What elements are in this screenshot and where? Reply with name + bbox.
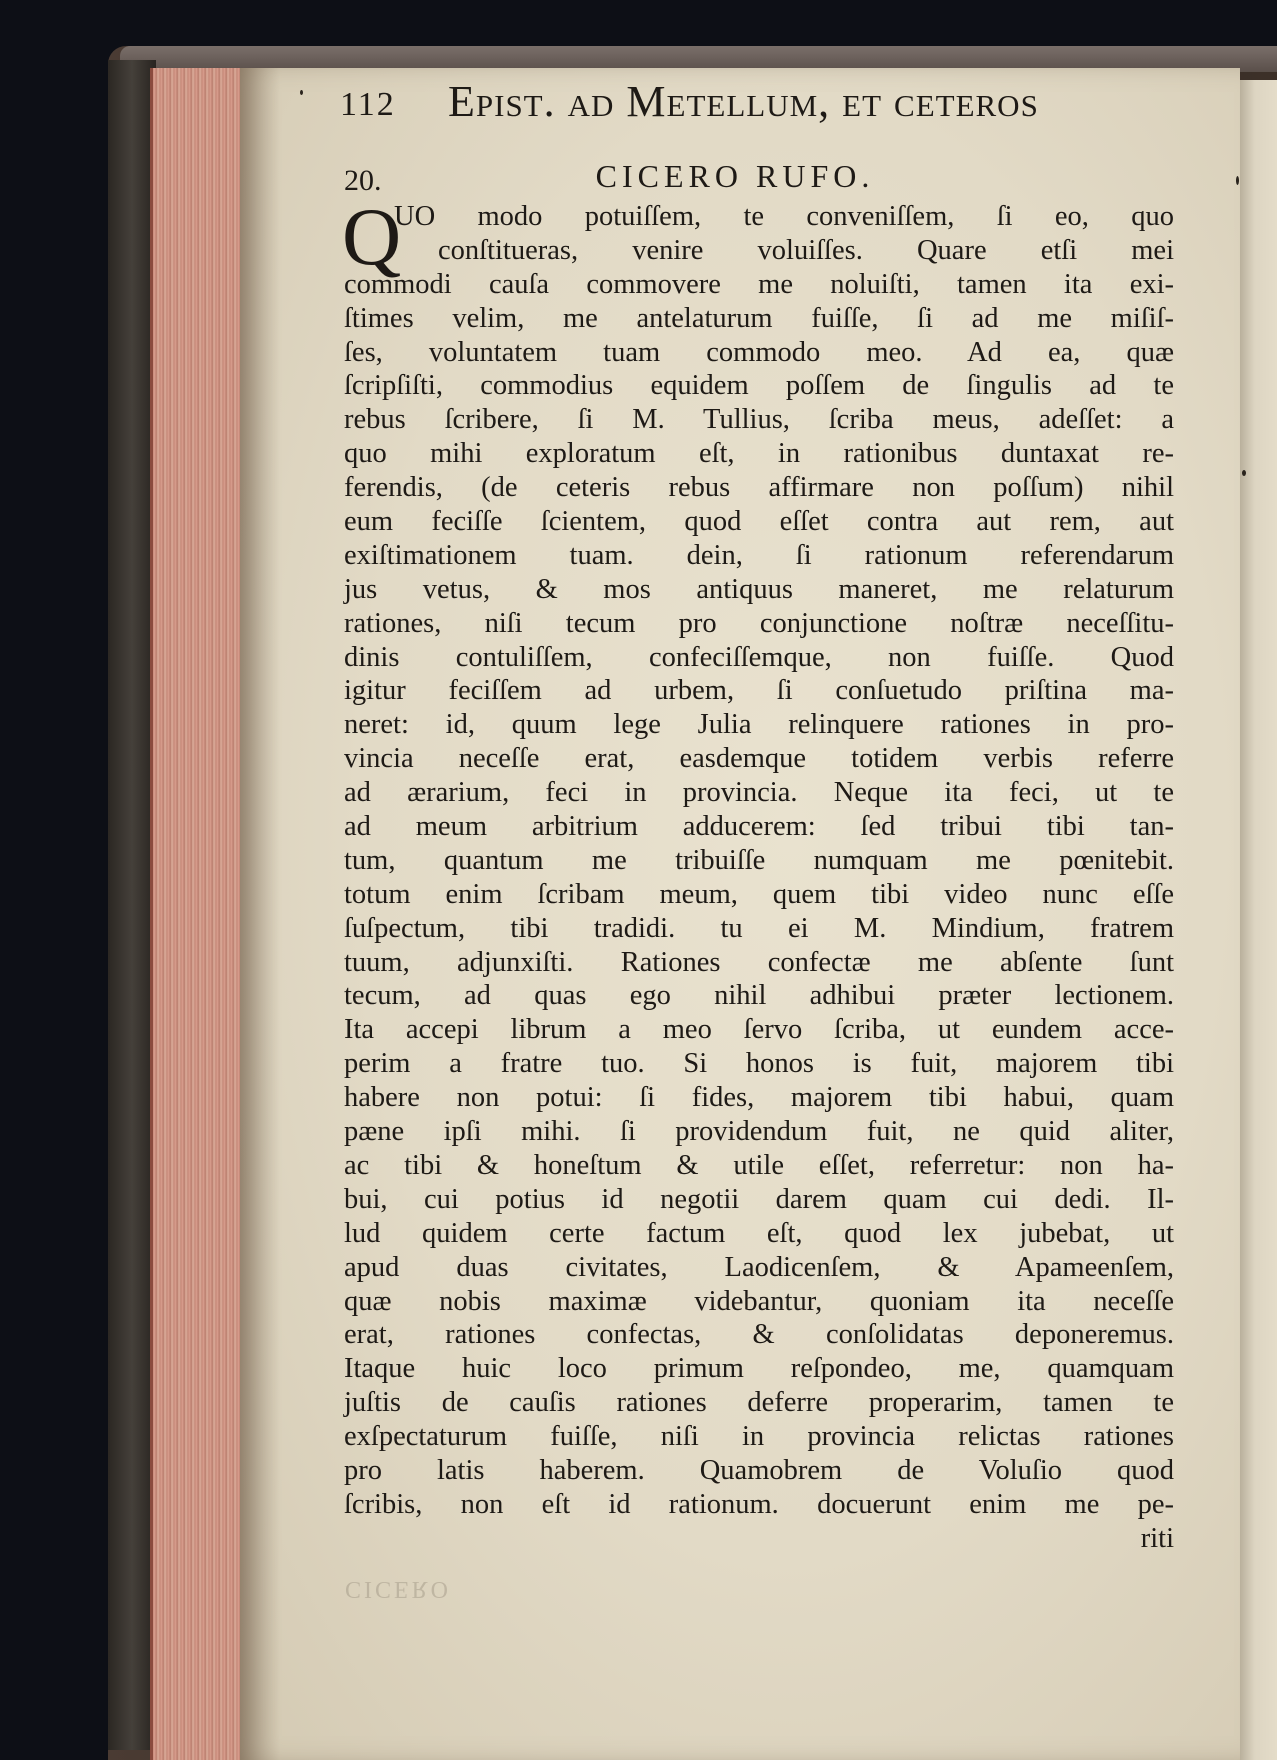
text-line: ferendis, (de ceteris rebus affirmare non poſſum) nihil <box>344 472 1174 504</box>
text-line: tum, quantum me tribuiſſe numquam me pœnitebit. <box>344 844 1174 876</box>
letter-title: CICERO RUFO. <box>595 158 875 194</box>
text-line: tecum, ad quas ego nihil adhibui præter lectionem. <box>344 980 1174 1012</box>
gutter-shadow <box>240 68 280 1760</box>
bleed-through-text: CICERO <box>345 1576 452 1602</box>
text-line: pro latis haberem. Quamobrem de Voluſio quod <box>344 1454 1174 1486</box>
text-line: tuum, adjunxiſti. Rationes confectæ me abſente ſunt <box>344 946 1174 978</box>
text-line: quæ nobis maximæ videbantur, quoniam ita neceſſe <box>344 1285 1174 1317</box>
text-line: ad ærarium, feci in provincia. Neque ita feci, ut te <box>344 777 1174 809</box>
text-line: neret: id, quum lege Julia relinquere rationes in pro- <box>344 709 1174 741</box>
text-line: rationes, niſi tecum pro conjunctione noſtræ neceſſitu- <box>344 607 1174 639</box>
text-line: exſpectaturum fuiſſe, niſi in provincia relictas rationes <box>344 1421 1174 1453</box>
letter-number: 20. <box>344 164 382 197</box>
text-line: ad meum arbitrium adducerem: ſed tribui tibi tan- <box>344 811 1174 843</box>
text-line: conſtitueras, venire voluiſſes. Quare etſi mei <box>438 234 1174 266</box>
text-line: vincia neceſſe erat, easdemque totidem verbis referre <box>344 743 1174 775</box>
text-line: apud duas civitates, Laodicenſem, & Apameenſem, <box>344 1251 1174 1283</box>
text-line: perim a fratre tuo. Si honos is fuit, majorem tibi <box>344 1048 1174 1080</box>
text-line: exiſtimationem tuam. dein, ſi rationum referendarum <box>344 539 1174 571</box>
page-number: 112 <box>340 86 396 123</box>
text-line: pæne ipſi mihi. ſi providendum fuit, ne quid aliter, <box>344 1116 1174 1148</box>
running-head-title: Epist. ad Metellum, et ceteros <box>448 77 1039 126</box>
text-line: ſes, voluntatem tuam commodo meo. Ad ea, quæ <box>344 336 1174 368</box>
catchword: riti <box>1140 1522 1174 1554</box>
text-line: igitur feciſſem ad urbem, ſi conſuetudo priſtina ma- <box>344 675 1174 707</box>
running-head <box>340 76 1130 136</box>
text-line: eum feciſſe ſcientem, quod eſſet contra aut rem, aut <box>344 506 1174 538</box>
text-line: jus vetus, & mos antiquus maneret, me relaturum <box>344 573 1174 605</box>
text-line: erat, rationes confectas, & conſolidatas deponeremus. <box>344 1319 1174 1351</box>
text-line: rebus ſcribere, ſi M. Tullius, ſcriba meus, adeſſet: a <box>344 404 1174 436</box>
page-edges <box>150 68 249 1760</box>
paper-speck <box>1242 470 1246 476</box>
text-line: UO modo potuiſſem, te conveniſſem, ſi eo, quo <box>394 201 1174 232</box>
paper-speck <box>1236 176 1239 185</box>
paper-speck <box>300 90 303 95</box>
letter-body <box>344 200 1174 1556</box>
text-line: totum enim ſcribam meum, quem tibi video nunc eſſe <box>344 878 1174 910</box>
text-line: ſcripſiſti, commodius equidem poſſem de ſingulis ad te <box>344 370 1174 402</box>
book-spine <box>108 60 156 1750</box>
facing-page-edge <box>1240 80 1277 1760</box>
text-line: quo mihi exploratum eſt, in rationibus duntaxat re- <box>344 438 1174 470</box>
text-line: habere non potui: ſi fides, majorem tibi habui, quam <box>344 1082 1174 1114</box>
text-line: Itaque huic loco primum reſpondeo, me, quamquam <box>344 1353 1174 1385</box>
text-line: bui, cui potius id negotii darem quam cui dedi. Il- <box>344 1183 1174 1215</box>
text-line: ſtimes velim, me antelaturum fuiſſe, ſi ad me miſiſ- <box>344 302 1174 334</box>
text-line: ſuſpectum, tibi tradidi. tu ei M. Mindium, fratrem <box>344 912 1174 944</box>
text-line: ſcribis, non eſt id rationum. docuerunt enim me pe- <box>344 1488 1174 1520</box>
text-line: commodi cauſa commovere me noluiſti, tamen ita exi- <box>344 268 1174 300</box>
text-line: Ita accepi librum a meo ſervo ſcriba, ut eundem acce- <box>344 1014 1174 1046</box>
text-line: dinis contuliſſem, confeciſſemque, non fuiſſe. Quod <box>344 641 1174 673</box>
text-line: lud quidem certe factum eſt, quod lex jubebat, ut <box>344 1217 1174 1249</box>
text-line: juſtis de cauſis rationes deferre properarim, tamen te <box>344 1387 1174 1419</box>
letter-heading <box>340 158 1130 198</box>
text-line: ac tibi & honeſtum & utile eſſet, referretur: non ha- <box>344 1149 1174 1181</box>
drop-cap: Q <box>342 191 402 282</box>
